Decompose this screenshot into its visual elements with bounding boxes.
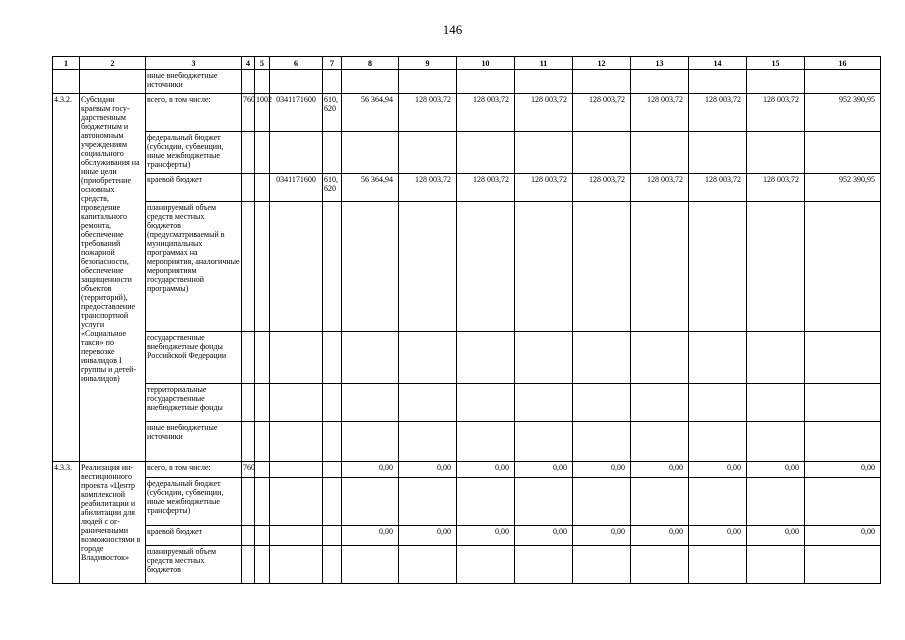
value-cell [747, 384, 805, 422]
value-cell: 0,00 [399, 526, 457, 546]
cell-c5 [255, 546, 270, 584]
value-cell [399, 384, 457, 422]
source-cell: планируемый объем средств местных бюджетов (предусматриваемый в муниципальных программах на мероприятия, аналогичные мероприятиям государственной программы) [146, 202, 242, 332]
value-cell: 0,00 [631, 526, 689, 546]
value-cell [631, 202, 689, 332]
cell-c5 [255, 384, 270, 422]
value-cell [689, 546, 747, 584]
value-cell [805, 478, 881, 526]
table-row [53, 70, 881, 94]
value-cell [457, 478, 515, 526]
cell-c5 [255, 526, 270, 546]
value-cell [342, 546, 399, 584]
value-cell: 128 003,72 [631, 174, 689, 202]
cell-c4 [242, 132, 255, 174]
column-header: 1 [53, 57, 80, 70]
column-header: 12 [573, 57, 631, 70]
value-cell [515, 132, 573, 174]
value-cell [573, 384, 631, 422]
source-cell: иные внебюджетные источники [146, 422, 242, 462]
value-cell [805, 546, 881, 584]
cell-c6 [270, 332, 323, 384]
source-cell: краевой бюджет [146, 174, 242, 202]
cell-c4 [242, 546, 255, 584]
value-cell: 0,00 [689, 462, 747, 478]
value-cell [342, 384, 399, 422]
value-cell [747, 422, 805, 462]
cell-c5 [255, 462, 270, 478]
value-cell: 128 003,72 [631, 94, 689, 132]
value-cell [515, 546, 573, 584]
cell-c6 [270, 478, 323, 526]
value-cell: 56 364,94 [342, 94, 399, 132]
value-cell: 0,00 [747, 526, 805, 546]
value-cell: 0,00 [573, 526, 631, 546]
section-code: 4.3.2. [53, 94, 80, 462]
cell-c5 [255, 132, 270, 174]
cell-c7 [323, 422, 342, 462]
value-cell: 0,00 [457, 526, 515, 546]
source-cell: всего, в том числе: [146, 462, 242, 478]
value-cell: 128 003,72 [515, 174, 573, 202]
table-row [53, 384, 881, 422]
column-header: 16 [805, 57, 881, 70]
value-cell [457, 332, 515, 384]
value-cell: 0,00 [342, 462, 399, 478]
value-cell [689, 384, 747, 422]
cell-c6 [270, 422, 323, 462]
cell-c6 [270, 462, 323, 478]
cell-c7 [323, 546, 342, 584]
cell-c7: 610, 620 [323, 94, 342, 132]
cell-c4 [242, 526, 255, 546]
cell-c7: 610, 620 [323, 174, 342, 202]
value-cell: 0,00 [573, 462, 631, 478]
cell-c5: 1002 [255, 94, 270, 132]
table-row [53, 462, 881, 478]
cell-c5 [255, 174, 270, 202]
cell-c6 [270, 202, 323, 332]
value-cell [631, 546, 689, 584]
cell-c6 [270, 132, 323, 174]
cell-c7 [323, 478, 342, 526]
column-header: 9 [399, 57, 457, 70]
source-cell: государственные внебюджетные фонды Российской Федерации [146, 332, 242, 384]
value-cell: 0,00 [399, 462, 457, 478]
column-header: 6 [270, 57, 323, 70]
value-cell: 56 364,94 [342, 174, 399, 202]
value-cell [573, 546, 631, 584]
value-cell: 128 003,72 [515, 94, 573, 132]
value-cell [399, 332, 457, 384]
table-row [53, 202, 881, 332]
cell-c7 [323, 462, 342, 478]
value-cell [631, 332, 689, 384]
cell-c7 [323, 384, 342, 422]
table-row [53, 546, 881, 584]
value-cell: 128 003,72 [747, 174, 805, 202]
value-cell [631, 478, 689, 526]
column-header: 15 [747, 57, 805, 70]
table-row [53, 526, 881, 546]
table-row [53, 132, 881, 174]
value-cell [457, 546, 515, 584]
value-cell [805, 202, 881, 332]
value-cell [342, 422, 399, 462]
value-cell: 128 003,72 [573, 94, 631, 132]
value-cell: 0,00 [689, 526, 747, 546]
column-header: 7 [323, 57, 342, 70]
value-cell [342, 332, 399, 384]
cell-c4: 760 [242, 462, 255, 478]
value-cell: 0,00 [515, 462, 573, 478]
table-row [53, 94, 881, 132]
cell-c4 [242, 332, 255, 384]
column-header: 10 [457, 57, 515, 70]
table-row [53, 422, 881, 462]
header-row [53, 57, 881, 70]
value-cell: 0,00 [631, 462, 689, 478]
value-cell [805, 422, 881, 462]
cell-c4 [242, 478, 255, 526]
column-header: 13 [631, 57, 689, 70]
value-cell [747, 546, 805, 584]
value-cell [689, 202, 747, 332]
value-cell: 0,00 [805, 526, 881, 546]
value-cell [573, 332, 631, 384]
cell-c6: 0341171600 [270, 94, 323, 132]
value-cell [747, 132, 805, 174]
cell-c7 [323, 202, 342, 332]
page-number: 146 [442, 22, 463, 37]
value-cell [515, 384, 573, 422]
value-cell [399, 202, 457, 332]
value-cell: 128 003,72 [689, 174, 747, 202]
value-cell [689, 478, 747, 526]
source-cell: иные внебюджетные источники [146, 70, 242, 94]
value-cell [573, 132, 631, 174]
column-header: 3 [146, 57, 242, 70]
value-cell [342, 478, 399, 526]
value-cell: 952 390,95 [805, 94, 881, 132]
value-cell [457, 422, 515, 462]
value-cell: 128 003,72 [399, 174, 457, 202]
value-cell: 0,00 [457, 462, 515, 478]
value-cell: 128 003,72 [747, 94, 805, 132]
value-cell: 128 003,72 [457, 174, 515, 202]
cell-c4 [242, 422, 255, 462]
value-cell [747, 202, 805, 332]
value-cell [573, 422, 631, 462]
value-cell [515, 202, 573, 332]
value-cell [457, 384, 515, 422]
section-title: Субсидии краевым госу-дарственным бюджетным и автономным учреждениям социального обслуживания на иные цели (приобретение основных средств, проведение капитального ремонта, обеспечение требований пожарной безопасности, обеспечение защищенности объектов (территорий), предоставление транспортной услуги «Социальное такси» по перевозке инвалидов I группы и детей-инвалидов) [80, 94, 146, 462]
value-cell [515, 422, 573, 462]
cell-c5 [255, 202, 270, 332]
cell-c7 [323, 332, 342, 384]
value-cell [747, 478, 805, 526]
value-cell [689, 332, 747, 384]
value-cell [805, 132, 881, 174]
source-cell: планируемый объем средств местных бюджетов [146, 546, 242, 584]
source-cell: краевой бюджет [146, 526, 242, 546]
source-cell: территориальные государственные внебюджетные фонды [146, 384, 242, 422]
cell-c6 [270, 526, 323, 546]
value-cell: 128 003,72 [457, 94, 515, 132]
cell-c4 [242, 174, 255, 202]
value-cell [631, 384, 689, 422]
source-cell: федеральный бюджет (субсидии, субвенции, иные межбюджетные трансферты) [146, 132, 242, 174]
value-cell: 128 003,72 [689, 94, 747, 132]
table-row [53, 332, 881, 384]
value-cell [573, 202, 631, 332]
value-cell: 0,00 [805, 462, 881, 478]
value-cell [342, 132, 399, 174]
value-cell: 0,00 [515, 526, 573, 546]
value-cell [399, 132, 457, 174]
value-cell: 0,00 [747, 462, 805, 478]
table-row [53, 478, 881, 526]
table-row [53, 174, 881, 202]
column-header: 11 [515, 57, 573, 70]
cell-c4 [242, 384, 255, 422]
cell-c5 [255, 478, 270, 526]
value-cell [805, 332, 881, 384]
value-cell: 128 003,72 [573, 174, 631, 202]
source-cell: всего, в том числе: [146, 94, 242, 132]
value-cell [515, 478, 573, 526]
column-header: 8 [342, 57, 399, 70]
value-cell [457, 132, 515, 174]
column-header: 5 [255, 57, 270, 70]
value-cell [399, 546, 457, 584]
value-cell [689, 422, 747, 462]
cell-c6 [270, 546, 323, 584]
value-cell [573, 478, 631, 526]
cell-c4 [242, 202, 255, 332]
value-cell [805, 384, 881, 422]
value-cell [631, 422, 689, 462]
value-cell: 952 390,95 [805, 174, 881, 202]
column-header: 2 [80, 57, 146, 70]
value-cell [515, 332, 573, 384]
budget-table [52, 56, 881, 584]
value-cell: 0,00 [342, 526, 399, 546]
column-header: 4 [242, 57, 255, 70]
cell-c4: 760 [242, 94, 255, 132]
cell-c6: 0341171600 [270, 174, 323, 202]
cell-c6 [270, 384, 323, 422]
column-header: 14 [689, 57, 747, 70]
value-cell [747, 332, 805, 384]
value-cell [689, 132, 747, 174]
value-cell [399, 422, 457, 462]
cell-c5 [255, 422, 270, 462]
value-cell: 128 003,72 [399, 94, 457, 132]
value-cell [457, 202, 515, 332]
source-cell: федеральный бюджет (субсидии, субвенции, иные межбюджетные трансферты) [146, 478, 242, 526]
value-cell [399, 478, 457, 526]
cell-c7 [323, 526, 342, 546]
section-code: 4.3.3. [53, 462, 80, 584]
value-cell [342, 202, 399, 332]
cell-c5 [255, 332, 270, 384]
cell-c7 [323, 132, 342, 174]
section-title: Реализация ин-вестиционного проекта «Центр комплексной реабилитации и абилитации для людей с ог-раниченными возможностями в городе Владивосток» [80, 462, 146, 584]
value-cell [631, 132, 689, 174]
